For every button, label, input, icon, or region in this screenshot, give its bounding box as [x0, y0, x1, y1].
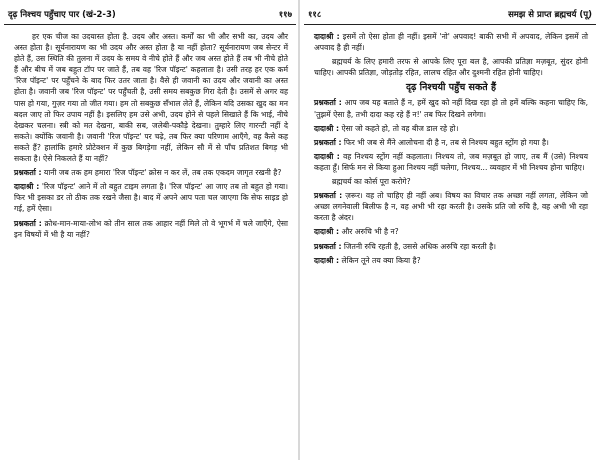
speaker-label: दादाश्री : [314, 151, 340, 161]
left-running-title: दृढ़ निश्चय पहुँचाए पार (खं-2-3) [8, 10, 116, 20]
speaker-label: दादाश्री : [314, 123, 340, 133]
dialogue-paragraph [314, 190, 588, 223]
right-page [304, 0, 596, 460]
dialogue-text: और अरुचि भी है न? [341, 227, 399, 237]
dialogue-text: 'रिज पॉइन्ट' आने में तो बहुत टाइम लगता है। 'रिज पॉइन्ट' आ जाए तब तो बहुत हो गया। फिर भी इसका डर तो ठीक तक रखने जैसा है। बाद में अपने आप पता चल जाएगा कि सेफ साइड हो गई, हमें ऐसा। [14, 182, 289, 214]
speaker-label: दादाश्री : [314, 227, 340, 237]
dialogue-paragraph [314, 31, 588, 53]
dialogue-paragraph [314, 255, 588, 266]
dialogue-text: फिर भी जब से मैंने आलोचना दी है न, तब से निश्चय बहुत स्ट्रोंग हो गया है। [343, 137, 549, 147]
dialogue-paragraph [314, 97, 588, 119]
paragraph: ब्रह्मचर्य का कोर्स पूरा करोगे? [332, 177, 411, 187]
right-page-number: ११८ [308, 10, 322, 20]
left-page [4, 0, 296, 460]
dialogue-paragraph [314, 151, 588, 173]
dialogue-text: ज़रूर। वह तो चाहिए ही नहीं अब। विषय का विचार तक अच्छा नहीं लगता, लेकिन जो अच्छा लगनेवाली बिलीफ है न, वह अभी भी रहा करती है। उसके प्रति जो रुचि है, वह अभी भी रहा करता है अंदर। [314, 191, 589, 223]
dialogue-paragraph [14, 218, 288, 240]
dialogue-paragraph [14, 181, 288, 214]
dialogue-text: यानी जब तक हम हमारा 'रिज पॉइन्ट' क्रोस न कर लें, तब तक एकदम जागृत रखनी है? [43, 168, 282, 178]
book-gutter [298, 0, 300, 460]
left-page-header [4, 8, 296, 25]
dialogue-text: वह निश्चय स्ट्रोंग नहीं कहलाता। निश्चय तो, जब मज़बूत हो जाए, तब मैं (उसे) निश्चय कहता हूँ। सिर्फ मन से किया हुआ निश्चय नहीं चलेगा, निश्चय... व्यवहार में भी निश्चय होना चाहिए। [314, 151, 588, 172]
speaker-label: प्रश्नकर्ता : [14, 218, 42, 228]
dialogue-text: जितनी रुचि रहती है, उससे अधिक अरुचि रहा करती है। [343, 241, 497, 251]
speaker-label: दादाश्री : [314, 255, 340, 265]
dialogue-paragraph [14, 167, 288, 178]
dialogue-paragraph [314, 137, 588, 148]
right-page-header [304, 8, 596, 25]
speaker-label: दादाश्री : [14, 182, 40, 192]
dialogue-paragraph [314, 241, 588, 252]
speaker-label: प्रश्नकर्ता : [314, 137, 342, 147]
paragraph: ब्रह्मचर्य के लिए हमारी तरफ से आपके लिए पूरा बल है, आपकी प्रतिज्ञा मज़बूत, सुंदर होनी चाहिए। आपकी प्रतिज्ञा, जोड़तोड़ रहित, लालच रहित और दुश्मनी रहित होनी चाहिए। [314, 57, 588, 78]
speaker-label: प्रश्नकर्ता : [314, 191, 343, 201]
dialogue-text: आप जब यह बताते हैं न, हमें खुद को नहीं दिख रहा हो तो हमें बल्कि कहना चाहिए कि, 'तुझमें ऐसा है, तभी दादा कह रहे हैं न!' तब फिर दिखने लगेगा। [314, 98, 588, 119]
dialogue-text: इसमें तो ऐसा होता ही नहीं। इसमें 'नो' अपवाद! बाकी सभी में अपवाद, लेकिन इसमें तो अपवाद है ही नहीं। [314, 32, 588, 53]
speaker-label: दादाश्री : [314, 32, 340, 41]
right-page-body [304, 25, 596, 266]
speaker-label: प्रश्नकर्ता : [14, 168, 42, 178]
speaker-label: प्रश्नकर्ता : [314, 98, 342, 108]
dialogue-paragraph [314, 226, 588, 237]
dialogue-paragraph [314, 123, 588, 134]
dialogue-text: क्रोध-मान-माया-लोभ को तीन साल तक आहार नहीं मिले तो वे भूगर्भ में चले जाएँगे, ऐसा इन विषयों में भी है या नहीं? [14, 218, 289, 239]
left-page-number: ११७ [278, 10, 292, 20]
right-running-title: समझ से प्राप्त ब्रह्मचर्य (पू) [508, 10, 592, 20]
left-page-body [4, 25, 296, 240]
dialogue-text: लेकिन तूने तय क्या किया है? [341, 255, 421, 265]
paragraph: हर एक चीज का उदयास्त होता है. उदय और अस्त। कर्मों का भी और सभी का, उदय और अस्त होता है। सूर्यनारायण का भी उदय और अस्त होता है या नहीं होता? सूर्यनारायण जब सेन्टर में होते हैं, उस स्थिति की तुलना में उदय के समय वे नीचे होते हैं और जब अस्त होते हैं तब भी नीचे होते हैं और बीच में जब बहुत टॉप पर जाते हैं, तब वह 'रिज पॉइन्ट' कहलाता है। उसी तरह हर एक कर्म 'रिज पॉइन्ट' पर पहुँचने के बाद फिर उतर जाता है। वैसे ही जवानी का उदय और जवानी का अस्त होता है। जवानी जब 'रिज पॉइन्ट' पर पहुँचती है, उसी समय सबकुछ गिरा देती है। उसमें से अगर वह पास हो गया, गुज़र गया तो जीत गया। हम तो सबकुछ सँभाल लेते हैं, लेकिन यदि उसका खुद का मन बदल जाए तो फिर उपाय नहीं है। इसलिए हम उसे अभी, उदय होने से पहले सिखाते हैं कि भाई, नीचे देखकर चलना। स्त्री को मत देखना, बाकी सब, जलेबी-पकौड़े देखना। तुम्हारे लिए गारन्टी नहीं दे सकते। क्योंकि जवानी है। जवानी 'रिज पॉइन्ट' पर चढ़े, तब फिर क्या परिणाम आएँगे, वह कैसे कह सकते हैं? हालांकि हमारे प्रोटेक्शन में कुछ बिगड़ेगा नहीं, लेकिन सौ में से पाँच प्रतिशत बिगड़ भी सकता है। ऐसे निकलते हैं या नहीं? [14, 32, 288, 164]
dialogue-text: ऐसा जो कहते हो, तो वह बीज डाल रहे हो। [341, 123, 459, 133]
section-heading: दृढ़ निश्चयी पहुँच सकते हैं [405, 82, 497, 94]
speaker-label: प्रश्नकर्ता : [314, 241, 342, 251]
